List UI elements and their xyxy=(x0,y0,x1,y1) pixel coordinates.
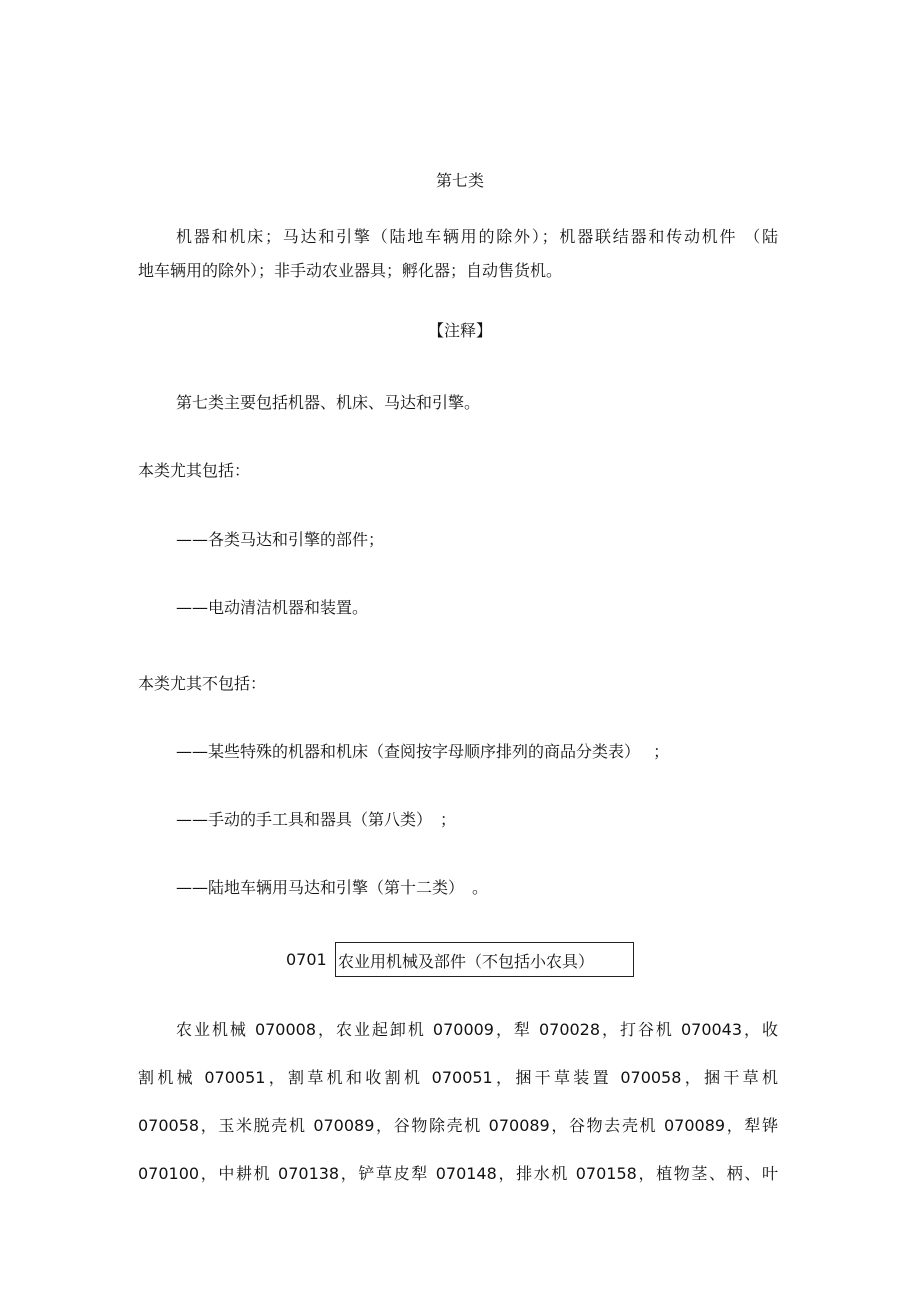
exclude-item: ——手动的手工具和器具（第八类） ； xyxy=(176,810,457,829)
section-title: 农业用机械及部件（不包括小农具） xyxy=(338,952,595,971)
section-code: 0701 xyxy=(286,950,327,969)
includes-heading: 本类尤其包括： xyxy=(138,461,251,480)
notes-heading: 【注释】 xyxy=(427,321,492,340)
section-body-line: 070100，中耕机 070138，铲草皮犁 070148，排水机 070158，植物茎、柄、叶 xyxy=(138,1164,778,1183)
section-title-box xyxy=(335,942,634,977)
exclude-item: ——陆地车辆用马达和引擎（第十二类） 。 xyxy=(176,878,489,897)
main-note: 第七类主要包括机器、机床、马达和引擎。 xyxy=(176,393,481,412)
include-item: ——电动清洁机器和装置。 xyxy=(176,598,369,617)
excludes-heading: 本类尤其不包括： xyxy=(138,674,267,693)
intro-line-1: 机器和机床；马达和引擎（陆地车辆用的除外）；机器联结器和传动机件 （陆 xyxy=(176,227,778,246)
exclude-item: ——某些特殊的机器和机床（查阅按字母顺序排列的商品分类表） ； xyxy=(176,742,670,761)
intro-line-2: 地车辆用的除外）；非手动农业器具；孵化器；自动售货机。 xyxy=(138,261,563,280)
section-body-line: 070058，玉米脱壳机 070089，谷物除壳机 070089，谷物去壳机 070089，犁铧 xyxy=(138,1116,778,1135)
section-body-line: 割机械 070051，割草机和收割机 070051，捆干草装置 070058，捆干草机 xyxy=(138,1068,778,1087)
section-body-line: 农业机械 070008，农业起卸机 070009，犁 070028，打谷机 070043，收 xyxy=(176,1020,778,1039)
include-item: ——各类马达和引擎的部件； xyxy=(176,530,385,549)
class-title: 第七类 xyxy=(435,171,484,190)
